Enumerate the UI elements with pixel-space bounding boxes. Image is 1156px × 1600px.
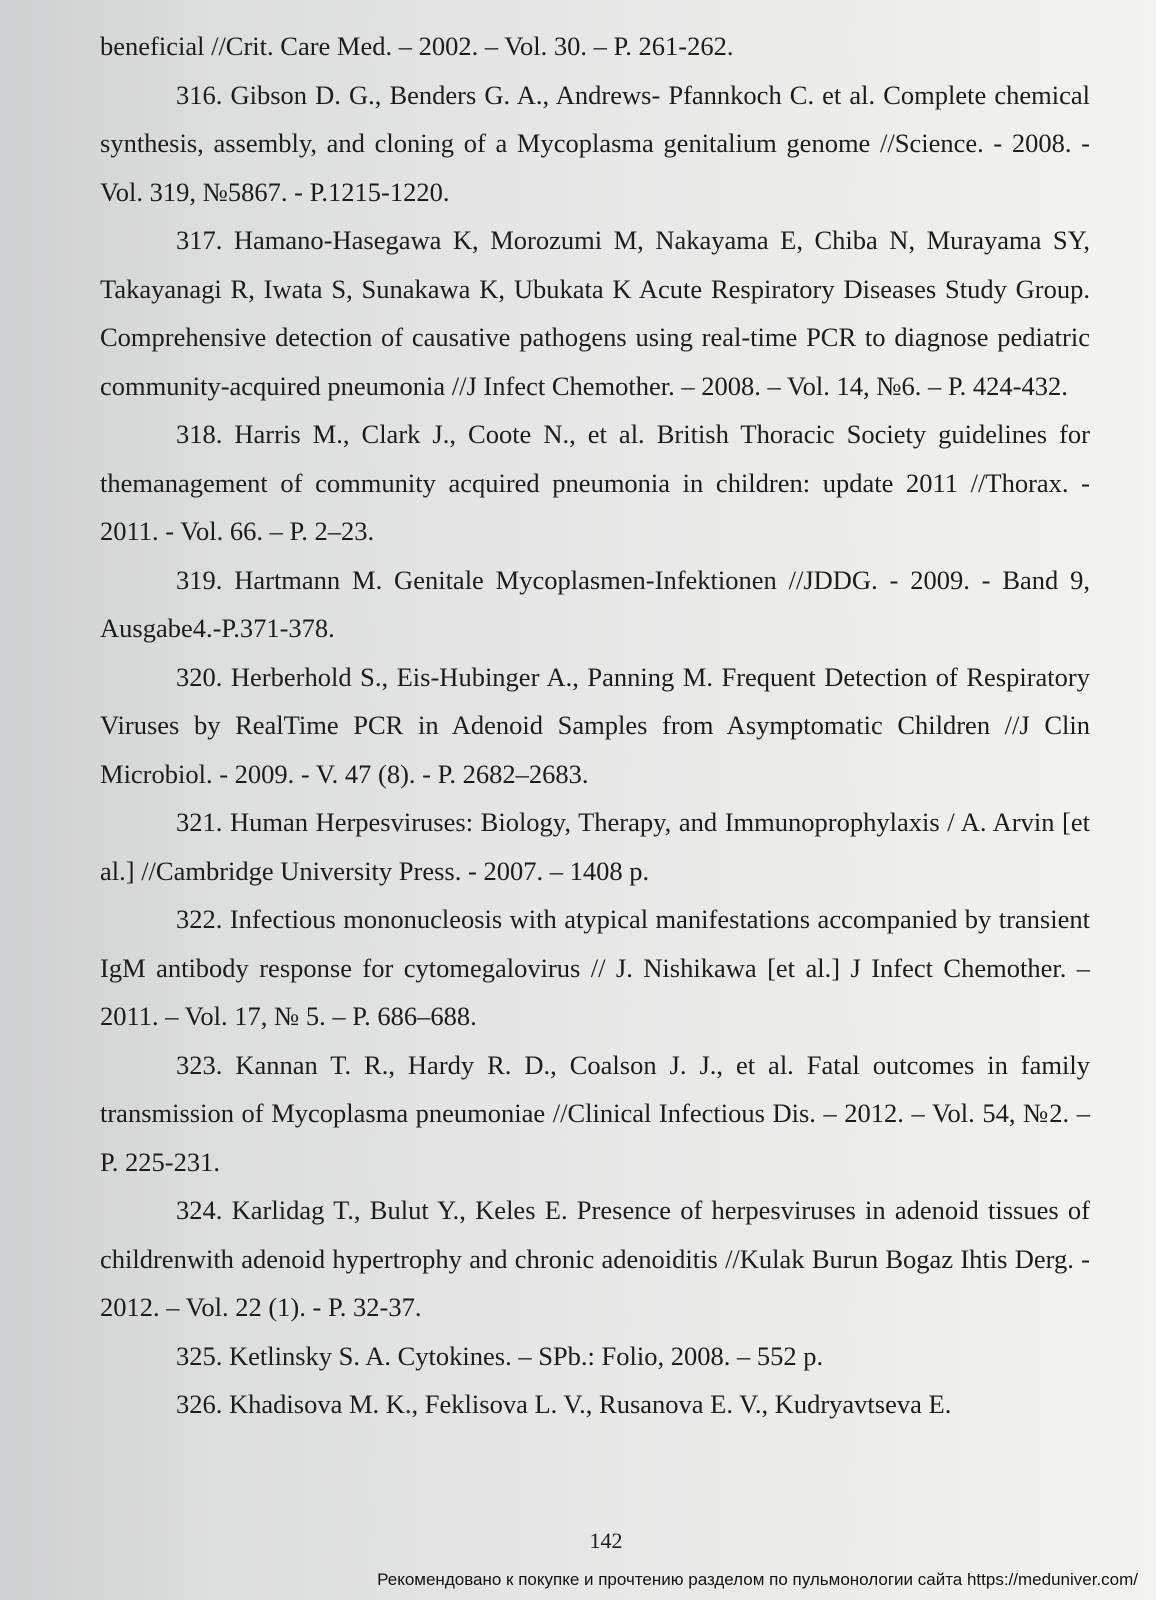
reference-323: 323. Kannan T. R., Hardy R. D., Coalson J. J., et al. Fatal outcomes in family transmission of Mycoplasma pneumoniae //Clinical Infectious Dis. – 2012. – Vol. 54, №2. – P. 225-231.	[100, 1049, 1090, 1177]
reference-321: 321. Human Herpesviruses: Biology, Therapy, and Immunoprophylaxis / A. Arvin [et al.] //Cambridge University Press. - 2007. – 1408 p.	[100, 807, 1090, 886]
reference-324: 324. Karlidag T., Bulut Y., Keles E. Presence of herpesviruses in adenoid tissues of childrenwith adenoid hypertrophy and chronic adenoiditis //Kulak Burun Bogaz Ihtis Derg. - 2012. – Vol. 22 (1). - P. 32-37.	[100, 1195, 1090, 1322]
page-number: 142	[589, 1528, 623, 1553]
reference-322: 322. Infectious mononucleosis with atypical manifestations accompanied by transient IgM antibody response for cytomegalovirus // J. Nishikawa [et al.] J Infect Chemother. – 2011. – Vol. 17, № 5. – P. 686–688.	[100, 904, 1090, 1031]
footer-recommendation: Рекомендовано к покупке и прочтению разделом по пульмонологии сайта https://meduniver.com/	[377, 1570, 1138, 1589]
reference-316: 316. Gibson D. G., Benders G. A., Andrews- Pfannkoch C. et al. Complete chemical synthesis, assembly, and cloning of a Mycoplasma genitalium genome //Science. - 2008. - Vol. 319, №5867. - P.1215-1220.	[100, 79, 1090, 207]
reference-317: 317. Hamano-Hasegawa K, Morozumi M, Nakayama E, Chiba N, Murayama SY, Takayanagi R, Iwata S, Sunakawa K, Ubukata K Acute Respiratory Diseases Study Group. Comprehensive detection of causative pathogens using real-time PCR to diagnose pediatric community-acquired pneumonia //J Infect Chemother. – 2008. – Vol. 14, №6. – P. 424-432.	[100, 225, 1090, 401]
reference-326: 326. Khadisova M. K., Feklisova L. V., Rusanova E. V., Kudryavtseva E.	[176, 1389, 952, 1419]
reference-319: 319. Hartmann M. Genitale Mycoplasmen-Infektionen //JDDG. - 2009. - Band 9, Ausgabe4.-P.371-378.	[100, 564, 1090, 643]
reference-list	[100, 22, 1090, 1429]
reference-325: 325. Ketlinsky S. A. Cytokines. – SPb.: Folio, 2008. – 552 p.	[176, 1340, 824, 1371]
reference-continuation: beneficial //Crit. Care Med. – 2002. – Vol. 30. – P. 261-262.	[100, 31, 734, 61]
reference-320: 320. Herberhold S., Eis-Hubinger A., Panning M. Frequent Detection of Respiratory Viruses by RealTime PCR in Adenoid Samples from Asymptomatic Children //J Clin Microbiol. - 2009. - V. 47 (8). - P. 2682–2683.	[100, 661, 1090, 789]
reference-318: 318. Harris M., Clark J., Coote N., et al. British Thoracic Society guidelines for themanagement of community acquired pneumonia in children: update 2011 //Thorax. - 2011. - Vol. 66. – P. 2–23.	[100, 419, 1090, 546]
